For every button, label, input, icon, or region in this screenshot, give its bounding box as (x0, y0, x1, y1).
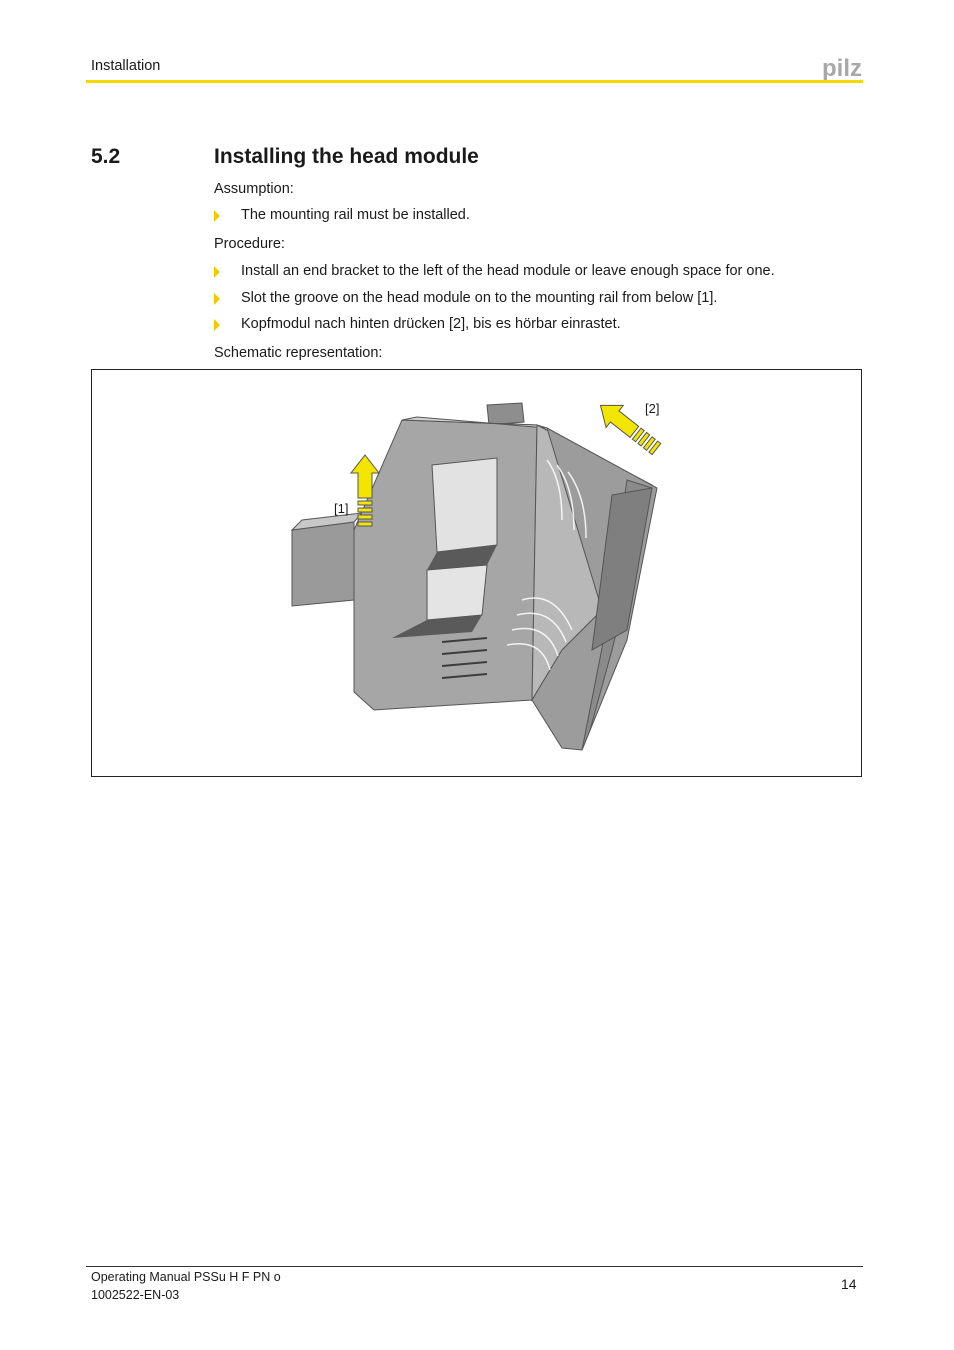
pilz-logo (822, 54, 864, 80)
section-number: 5.2 (91, 145, 121, 168)
callout-2: [2] (645, 401, 660, 416)
assumption-label: Assumption: (214, 181, 294, 197)
footer-doc-number: 1002522-EN-03 (91, 1288, 180, 1302)
figure-label: Schematic representation: (214, 345, 383, 361)
running-header-title: Installation (91, 58, 161, 74)
footer-rule (86, 1266, 863, 1267)
bullet-arrow-icon (214, 293, 220, 305)
bullet-arrow-icon (214, 210, 220, 222)
bullet-arrow-icon (214, 319, 220, 331)
procedure-label: Procedure: (214, 236, 285, 252)
head-module-illustration (92, 370, 863, 778)
schematic-figure (91, 369, 862, 777)
footer-manual-title: Operating Manual PSSu H F PN o (91, 1270, 281, 1284)
header-rule (86, 80, 863, 83)
section-title: Installing the head module (214, 145, 479, 168)
page-number: 14 (841, 1276, 857, 1292)
bullet-arrow-icon (214, 266, 220, 278)
callout-1: [1] (334, 501, 349, 516)
svg-text:pilz: pilz (822, 55, 862, 80)
